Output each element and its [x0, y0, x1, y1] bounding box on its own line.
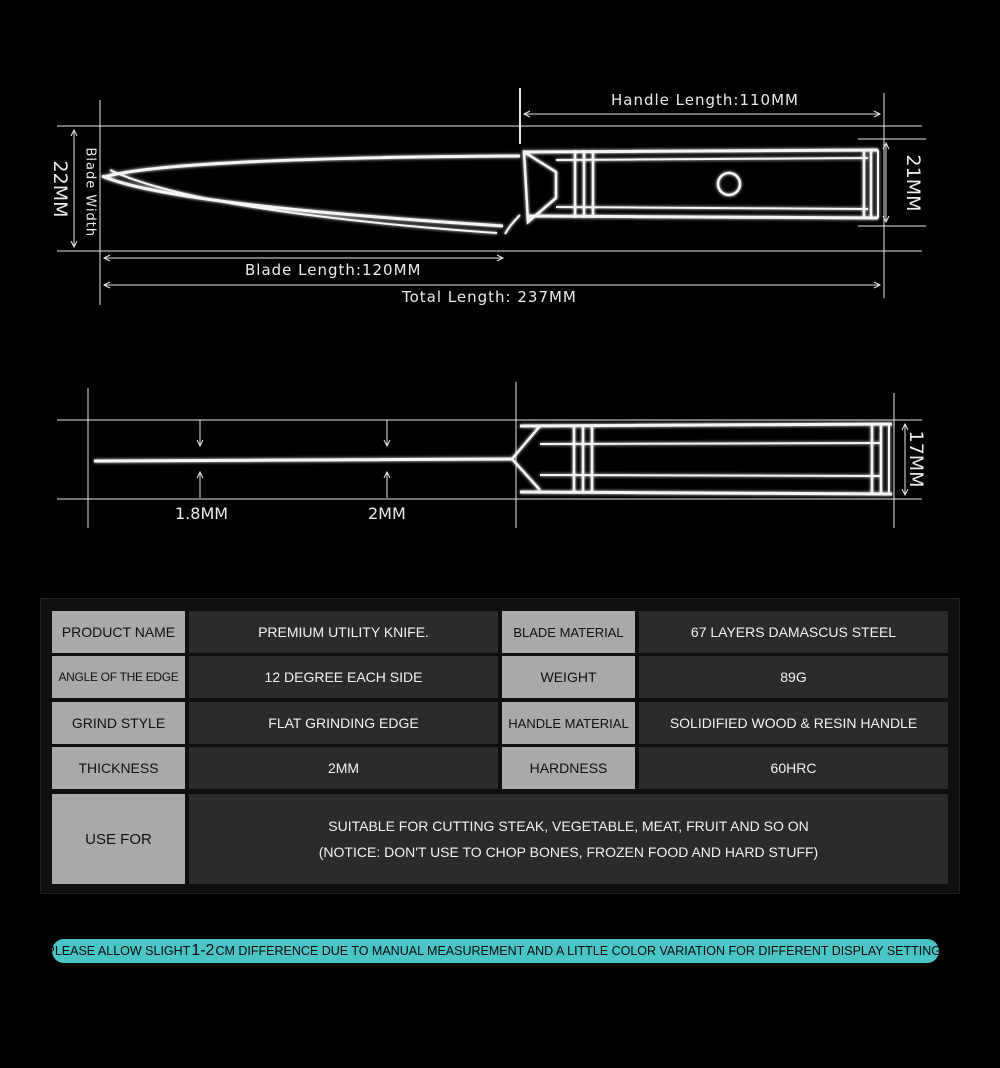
side-knife-outline	[94, 424, 892, 494]
spec-key-product-name: PRODUCT NAME	[52, 611, 185, 653]
handle-bottom	[528, 216, 878, 218]
use-for-line-2: (NOTICE: DON'T USE TO CHOP BONES, FROZEN FOOD AND HARD STUFF)	[318, 844, 819, 860]
blade-width-value: 22MM	[49, 160, 71, 218]
notice-suffix: CM DIFFERENCE DUE TO MANUAL MEASUREMENT AND A LITTLE COLOR VARIATION FOR DIFFERENT DISPLAY SETTING.	[215, 944, 945, 958]
spec-key-edge-angle: ANGLE OF THE EDGE	[52, 656, 185, 698]
spec-table	[40, 598, 960, 894]
spec-key-use-for: USE FOR	[52, 794, 185, 884]
spec-value-edge-angle: 12 DEGREE EACH SIDE	[189, 656, 498, 698]
thickness-tip-label: 1.8MM	[175, 504, 229, 523]
total-length-label: Total Length: 237MM	[402, 288, 577, 306]
spec-value-grind-style: FLAT GRINDING EDGE	[189, 702, 498, 744]
blade-edge	[102, 176, 503, 226]
spec-value-use-for	[189, 794, 948, 884]
blade-length-label: Blade Length:120MM	[245, 261, 422, 279]
blade-spine	[104, 156, 520, 177]
use-for-line-1: SUITABLE FOR CUTTING STEAK, VEGETABLE, MEAT, FRUIT AND SO ON	[328, 818, 809, 834]
spec-value-hardness: 60HRC	[639, 747, 948, 789]
spec-value-handle-material: SOLIDIFIED WOOD & RESIN HANDLE	[639, 702, 948, 744]
spec-value-product-name: PREMIUM UTILITY KNIFE.	[189, 611, 498, 653]
spec-key-grind-style: GRIND STYLE	[52, 702, 185, 744]
rivet-icon	[718, 173, 740, 195]
handle-thickness-value: 17MM	[905, 430, 927, 488]
side-blade	[94, 459, 512, 461]
spec-value-weight: 89G	[639, 656, 948, 698]
spec-key-weight: WEIGHT	[502, 656, 635, 698]
spec-key-blade-material: BLADE MATERIAL	[502, 611, 635, 653]
top-knife-outline	[102, 150, 878, 234]
notice-range: 1-2	[191, 942, 215, 959]
spec-value-thickness: 2MM	[189, 747, 498, 789]
notice-prefix: PLEASE ALLOW SLIGHT	[46, 944, 191, 958]
spec-value-blade-material: 67 LAYERS DAMASCUS STEEL	[639, 611, 948, 653]
measurement-notice	[46, 939, 945, 963]
thickness-spine-label: 2MM	[368, 504, 406, 523]
spec-key-handle-material: HANDLE MATERIAL	[502, 702, 635, 744]
handle-length-label: Handle Length:110MM	[611, 91, 799, 109]
bolster	[524, 152, 556, 222]
spec-key-thickness: THICKNESS	[52, 747, 185, 789]
blade-width-label: Blade Width	[82, 147, 98, 238]
handle-width-value: 21MM	[902, 154, 924, 212]
handle-top	[524, 150, 878, 152]
spec-key-hardness: HARDNESS	[502, 747, 635, 789]
